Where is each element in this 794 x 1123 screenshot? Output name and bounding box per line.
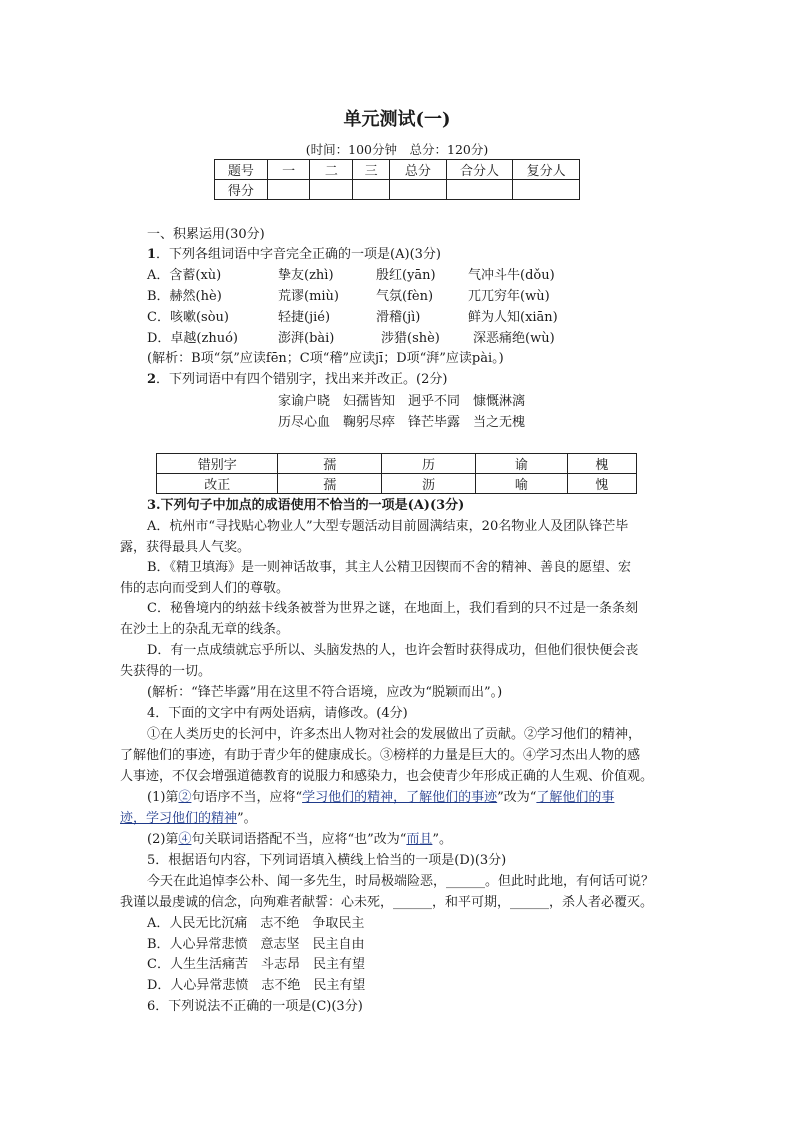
q5-option-d: D．人心异常悲愤 志不绝 民主有望 bbox=[147, 978, 366, 993]
q1-option-b: 气氛(fèn) bbox=[376, 289, 434, 304]
q4-answer-1-cont bbox=[120, 810, 257, 828]
q1-option-c: 滑稽(jì) bbox=[376, 310, 421, 325]
q1-option-a: 挚友(zhì) bbox=[278, 268, 334, 283]
score-header: 二 bbox=[310, 160, 353, 180]
q2-table-cell: 槐 bbox=[567, 454, 636, 474]
q1-option-c: 轻捷(jié) bbox=[278, 310, 331, 325]
q4-answer-1-fix-cont: 迹，学习他们的精神 bbox=[120, 811, 238, 826]
q3-analysis: (解析：“锋芒毕露”用在这里不符合语境，应改为“脱颖而出”。) bbox=[147, 685, 503, 700]
score-row-label: 得分 bbox=[215, 180, 268, 200]
q4-answer-2-pre: (2)第 bbox=[147, 832, 179, 847]
q3-option-b-cont: 伟的志向而受到人们的尊敬。 bbox=[120, 581, 290, 596]
q4-answer-2 bbox=[147, 831, 452, 849]
q3-option-d-cont: 失获得的一切。 bbox=[120, 664, 212, 679]
score-cell bbox=[513, 180, 580, 200]
q4-passage: ①在人类历史的长河中，许多杰出人物对社会的发展做出了贡献。②学习他们的精神， bbox=[147, 727, 642, 742]
q1-stem bbox=[147, 246, 441, 264]
q4-answer-1-num: ② bbox=[178, 790, 192, 805]
q1-number: 1 bbox=[147, 247, 157, 262]
q3-option-c: C．秘鲁境内的纳兹卡线条被誉为世界之谜，在地面上，我们看到的只不过是一条条刻 bbox=[147, 601, 638, 616]
q6-stem: 6．下列说法不正确的一项是(C)(3分) bbox=[147, 999, 363, 1014]
q4-answer-1-fix: 了解他们的事 bbox=[536, 790, 615, 805]
q1-option-a: 殷红(yān) bbox=[376, 268, 436, 283]
q4-answer-2-num: ④ bbox=[178, 832, 192, 847]
q5-option-b: B．人心异常悲愤 意志坚 民主自由 bbox=[147, 937, 365, 952]
q3-option-d: D．有一点成绩就忘乎所以、头脑发热的人，也许会暂时获得成功，但他们很快便会丧 bbox=[147, 643, 639, 658]
q2-table-cell: 沥 bbox=[382, 474, 476, 494]
q1-stem-text: ．下列各组词语中字音完全正确的一项是(A)(3分) bbox=[156, 247, 441, 262]
q4-answer-1-mid2: ”改为“ bbox=[497, 790, 537, 805]
q1-option-a: 气冲斗牛(dǒu) bbox=[468, 268, 555, 283]
q2-table-cell: 错别字 bbox=[157, 454, 278, 474]
q4-answer-1-mid: 句语序不当，应将“ bbox=[191, 790, 303, 805]
section-heading: 一、积累运用(30分) bbox=[147, 227, 265, 242]
q4-answer-1-pre: (1)第 bbox=[147, 790, 179, 805]
q4-stem: 4．下面的文字中有两处语病，请修改。(4分) bbox=[147, 706, 408, 721]
q1-option-d: 澎湃(bài) bbox=[278, 331, 335, 346]
q3-option-a: A．杭州市“寻找贴心物业人”大型专题活动目前圆满结束，20名物业人及团队锋芒毕 bbox=[147, 519, 629, 534]
q2-words-line: 历尽心血 鞠躬尽瘁 锋芒毕露 当之无槐 bbox=[278, 415, 526, 430]
q3-stem: 3.下列句子中加点的成语使用不恰当的一项是(A)(3分) bbox=[147, 498, 465, 513]
q5-option-c: C．人生生活痛苦 斗志昂 民主有望 bbox=[147, 957, 365, 972]
q4-answer-1 bbox=[147, 789, 614, 807]
score-cell bbox=[390, 180, 447, 200]
q5-passage: 今天在此追悼李公朴、闻一多先生，时局极端险恶，______。但此时此地，有何话可说？ bbox=[147, 874, 655, 889]
score-cell bbox=[267, 180, 310, 200]
q2-table-cell: 孺 bbox=[278, 454, 382, 474]
q1-option-b: 荒谬(miù) bbox=[278, 289, 340, 304]
q2-table-cell: 改正 bbox=[157, 474, 278, 494]
q1-option-d: 涉猎(shè) bbox=[381, 331, 440, 346]
q1-option-d: 深恶痛绝(wù) bbox=[473, 331, 555, 346]
q2-table-cell: 历 bbox=[382, 454, 476, 474]
q2-words-line: 家谕户晓 妇孺皆知 迥乎不同 慷慨淋漓 bbox=[278, 394, 526, 409]
q4-answer-1-end: ”。 bbox=[237, 811, 257, 826]
q4-answer-2-mid: 句关联词语搭配不当，应将“也”改为“ bbox=[191, 832, 407, 847]
q3-option-c-cont: 在沙土上的杂乱无章的线条。 bbox=[120, 622, 290, 637]
q1-option-b: B．赫然(hè) bbox=[147, 289, 222, 304]
score-header: 复分人 bbox=[513, 160, 580, 180]
q1-option-c: C．咳嗽(sòu) bbox=[147, 310, 229, 325]
q2-table-cell: 愧 bbox=[567, 474, 636, 494]
q4-passage: 人事迹，不仅会增强道德教育的说服力和感染力，也会使青少年形成正确的人生观、价值观。 bbox=[120, 769, 654, 784]
q2-number: 2 bbox=[147, 372, 157, 387]
q5-stem: 5．根据语句内容，下列词语填入横线上恰当的一项是(D)(3分) bbox=[147, 853, 507, 868]
q1-option-b: 兀兀穷年(wù) bbox=[468, 289, 550, 304]
score-header: 合分人 bbox=[446, 160, 513, 180]
q3-option-a-cont: 露，获得最具人气奖。 bbox=[120, 540, 251, 555]
q2-table-cell: 谕 bbox=[475, 454, 567, 474]
score-header: 三 bbox=[353, 160, 390, 180]
q1-option-a: A．含蓄(xù) bbox=[147, 268, 222, 283]
score-cell bbox=[310, 180, 353, 200]
score-header: 一 bbox=[267, 160, 310, 180]
q5-option-a: A．人民无比沉痛 志不绝 争取民主 bbox=[147, 916, 365, 931]
test-info: (时间：100分钟 总分：120分) bbox=[305, 142, 489, 157]
q4-answer-1-quote: 学习他们的精神，了解他们的事迹 bbox=[302, 790, 498, 805]
q4-answer-2-end: ”。 bbox=[432, 832, 453, 847]
score-table bbox=[214, 159, 580, 200]
q1-option-c: 鲜为人知(xiān) bbox=[468, 310, 558, 325]
q4-answer-2-fix: 而且 bbox=[406, 832, 433, 847]
q2-stem bbox=[147, 371, 447, 389]
q3-option-b: B．《精卫填海》是一则神话故事，其主人公精卫因锲而不舍的精神、善良的愿望、宏 bbox=[147, 560, 632, 575]
score-header: 总分 bbox=[390, 160, 447, 180]
q5-passage: 我谨以最虔诚的信念，向殉难者献誓：心未死，______，和平可期，______，杀人者必覆灭。 bbox=[120, 895, 654, 910]
page-title: 单元测试(一) bbox=[343, 109, 451, 130]
score-cell bbox=[353, 180, 390, 200]
q2-stem-text: ．下列词语中有四个错别字，找出来并改正。(2分) bbox=[156, 372, 448, 387]
q1-option-d: D．卓越(zhuó) bbox=[147, 331, 238, 346]
q1-analysis: (解析：B项“氛”应读fēn；C项“稽”应读jī；D项“湃”应读pài。) bbox=[147, 351, 504, 366]
score-cell bbox=[446, 180, 513, 200]
q4-passage: 了解他们的事迹，有助于青少年的健康成长。③榜样的力量是巨大的。④学习杰出人物的感 bbox=[120, 748, 641, 763]
q2-table-cell: 孺 bbox=[278, 474, 382, 494]
q2-table-cell: 喻 bbox=[475, 474, 567, 494]
q2-answer-table bbox=[156, 453, 637, 494]
score-header: 题号 bbox=[215, 160, 268, 180]
